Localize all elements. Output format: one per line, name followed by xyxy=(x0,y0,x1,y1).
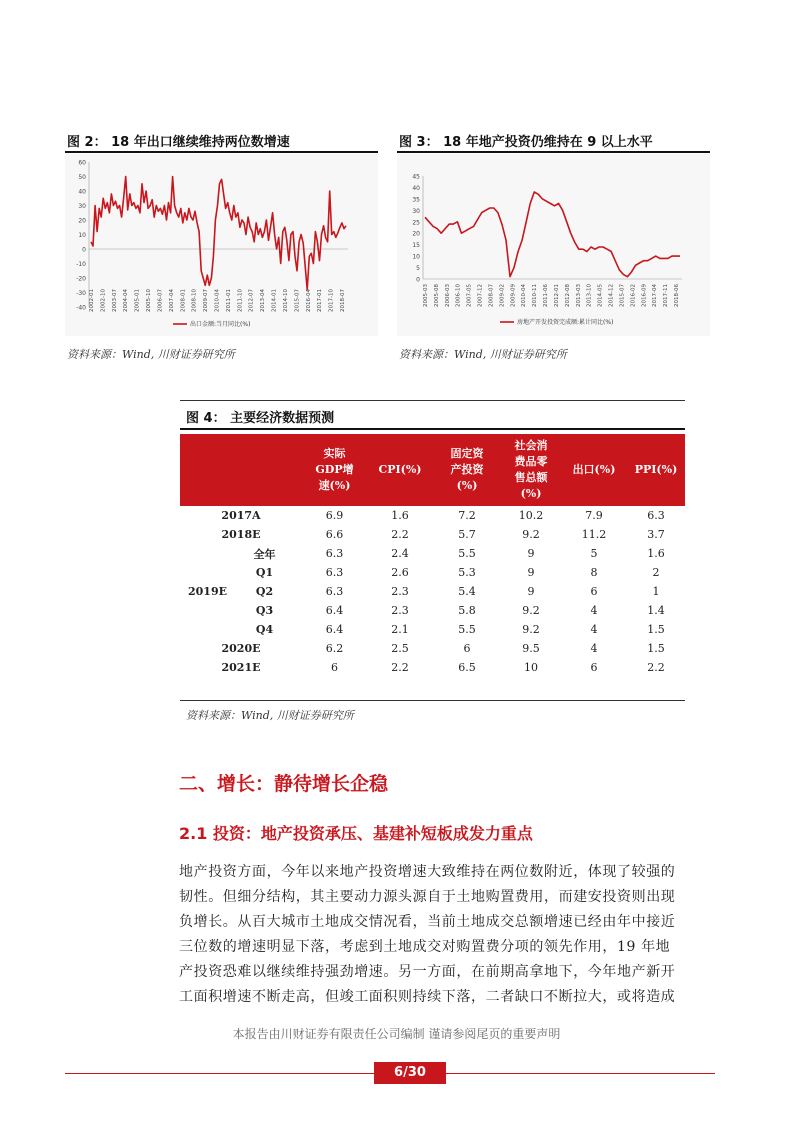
table-cell: 5.3 xyxy=(458,566,476,579)
x-tick-label: 2005-08 xyxy=(433,284,440,307)
x-tick-label: 2009-07 xyxy=(203,289,210,312)
table-cell: 11.2 xyxy=(581,528,607,541)
table-cell: 2.1 xyxy=(391,623,409,636)
body-paragraph xyxy=(179,860,719,1010)
economic-forecast-table xyxy=(180,434,685,677)
table-cell: 9.2 xyxy=(522,623,540,636)
table-cell: 6 xyxy=(331,661,338,674)
table-cell: 6.5 xyxy=(458,661,476,674)
paragraph-line: 三位数的增速明显下落，考虑到土地成交对购置费分项的领先作用，19 年地 xyxy=(179,939,671,955)
table-cell: 2.5 xyxy=(391,642,409,655)
table-cell: 5.5 xyxy=(458,623,476,636)
x-tick-label: 2010-11 xyxy=(532,284,539,307)
x-tick-label: 2010-04 xyxy=(521,284,528,307)
row-label: Q1 xyxy=(255,566,274,579)
y-tick-label: 10 xyxy=(78,232,86,239)
table-row xyxy=(180,525,685,544)
row-label: 2021E xyxy=(221,661,261,674)
table-cell: 5.4 xyxy=(458,585,476,598)
table-cell: 1.6 xyxy=(391,509,409,522)
row-label: Q4 xyxy=(255,623,274,636)
row-label: Q3 xyxy=(255,604,274,617)
table-cell: 6.2 xyxy=(325,642,344,655)
table-cell: 5.8 xyxy=(458,604,476,617)
y-tick-label: 30 xyxy=(78,203,86,210)
table-header-line: 产投资 xyxy=(450,463,484,476)
table-row xyxy=(180,563,685,582)
y-tick-label: 0 xyxy=(82,246,86,254)
x-tick-label: 2004-04 xyxy=(123,289,130,312)
table-cell: 6.4 xyxy=(325,604,344,617)
row-label: Q2 xyxy=(255,585,274,598)
table-cell: 8 xyxy=(590,566,598,579)
table-cell: 6.4 xyxy=(325,623,344,636)
table-cell: 9 xyxy=(527,547,535,560)
footer-disclaimer: 本报告由川财证券有限责任公司编制 谨请参阅尾页的重要声明 xyxy=(232,1027,561,1041)
table-cell: 6 xyxy=(463,642,471,655)
paragraph-line: 产投资恐难以继续维持强劲增速。另一方面，在前期高拿地下，今年地产新开 xyxy=(179,964,676,980)
x-tick-label: 2017-11 xyxy=(663,284,670,307)
figure3-svg xyxy=(397,154,710,336)
table-row xyxy=(180,544,685,563)
table-header-line: 固定资 xyxy=(450,447,484,460)
x-tick-label: 2018-06 xyxy=(674,284,680,307)
y-tick-label: 30 xyxy=(412,207,420,215)
x-tick-label: 2013-03 xyxy=(575,284,582,307)
y-tick-label: 50 xyxy=(78,174,86,181)
figure2-title: 图 2： 18 年出口继续维持两位数增速 xyxy=(67,135,290,150)
x-tick-label: 2017-04 xyxy=(652,284,659,307)
table-header-line: CPI(%) xyxy=(378,463,422,476)
x-tick-label: 2011-01 xyxy=(225,289,232,312)
x-tick-label: 2008-01 xyxy=(180,289,187,312)
y-tick-label: 45 xyxy=(412,173,420,181)
table-cell: 2.3 xyxy=(391,585,409,598)
row-label: 全年 xyxy=(253,547,276,561)
table-row xyxy=(180,582,685,601)
table-cell: 2 xyxy=(652,566,660,579)
table-cell: 2.6 xyxy=(391,566,409,579)
figure2-source: 资料来源：Wind, 川财证券研究所 xyxy=(67,348,235,361)
series-line xyxy=(425,192,680,277)
x-tick-label: 2002-10 xyxy=(100,289,107,312)
x-tick-label: 2011-06 xyxy=(543,284,550,307)
x-tick-label: 2007-12 xyxy=(477,284,484,307)
page-number: 6/30 xyxy=(374,1062,446,1084)
x-tick-label: 2015-07 xyxy=(619,284,626,307)
table-cell: 4 xyxy=(590,642,598,655)
table-header-cell xyxy=(501,434,561,506)
x-tick-label: 2005-10 xyxy=(146,289,153,312)
table-cell: 2.2 xyxy=(391,528,409,541)
y-tick-label: 25 xyxy=(412,219,420,227)
table-header-cell xyxy=(302,434,367,506)
x-tick-label: 2016-02 xyxy=(630,284,637,307)
table-cell: 2.2 xyxy=(647,661,665,674)
figure2-chart xyxy=(65,154,378,336)
legend xyxy=(500,318,613,326)
table-cell: 6 xyxy=(590,585,598,598)
figure4-rule xyxy=(180,428,685,430)
table-cell: 9.5 xyxy=(522,642,540,655)
x-tick-label: 2014-10 xyxy=(282,289,289,312)
subsection-heading: 2.1 投资：地产投资承压、基建补短板成发力重点 xyxy=(179,824,533,843)
table-cell: 1 xyxy=(652,585,660,598)
table-header-line: 实际 xyxy=(323,447,346,460)
table-header-line: (%) xyxy=(520,487,542,500)
table-cell: 3.7 xyxy=(647,528,665,541)
table-header-line: GDP增 xyxy=(315,463,354,476)
paragraph-line: 韧性。但细分结构，其主要动力源头源自于土地购置费用，而建安投资则出现 xyxy=(179,889,676,905)
x-tick-label: 2013-04 xyxy=(260,289,267,312)
x-tick-label: 2012-01 xyxy=(553,284,560,307)
table-cell: 7.2 xyxy=(458,509,476,522)
table-header-cell xyxy=(367,434,433,506)
figure4-source: 资料来源：Wind, 川财证券研究所 xyxy=(186,709,354,722)
x-tick-label: 2016-04 xyxy=(305,289,312,312)
paragraph-line: 负增长。从百大城市土地成交情况看，当前土地成交总额增速已经由年中接近 xyxy=(179,914,676,930)
y-tick-label: 5 xyxy=(416,265,420,273)
figure3-chart xyxy=(397,154,710,336)
x-tick-label: 2010-04 xyxy=(214,289,221,312)
table-header-cell xyxy=(627,434,685,506)
y-tick-label: 35 xyxy=(412,196,420,204)
legend-label: 出口金额:当月同比(%) xyxy=(190,321,251,328)
figure4-table-wrap xyxy=(180,434,685,677)
table-cell: 1.6 xyxy=(647,547,665,560)
table-cell: 2.2 xyxy=(391,661,409,674)
table-header-corner xyxy=(180,434,302,506)
table-header-line: 出口(%) xyxy=(572,463,616,476)
table-header-line: 速(%) xyxy=(318,479,351,492)
x-tick-label: 2007-04 xyxy=(168,289,175,312)
x-tick-label: 2014-01 xyxy=(271,289,278,312)
table-cell: 7.9 xyxy=(585,509,603,522)
x-tick-label: 2012-08 xyxy=(564,284,571,307)
y-tick-label: 10 xyxy=(412,253,420,261)
table-cell: 4 xyxy=(590,623,598,636)
table-row xyxy=(180,639,685,658)
x-tick-label: 2006-10 xyxy=(455,284,462,307)
figure3-rule xyxy=(397,151,710,153)
table-row xyxy=(180,658,685,677)
x-tick-label: 2014-05 xyxy=(597,284,604,307)
legend xyxy=(173,320,250,328)
table-cell: 2.4 xyxy=(391,547,409,560)
table-cell: 9.2 xyxy=(522,528,540,541)
table-row xyxy=(180,601,685,620)
legend-label: 房地产开发投资完成额:累计同比(%) xyxy=(517,319,614,326)
x-tick-label: 2013-10 xyxy=(586,284,593,307)
x-tick-label: 2002-01 xyxy=(89,289,95,312)
x-tick-label: 2007-05 xyxy=(466,284,473,307)
table-cell: 5 xyxy=(590,547,598,560)
table-cell: 1.5 xyxy=(647,623,665,636)
section-heading: 二、增长：静待增长企稳 xyxy=(179,773,389,795)
paragraph-line: 地产投资方面，今年以来地产投资增速大致维持在两位数附近，体现了较强的 xyxy=(179,864,676,880)
row-label: 2017A xyxy=(221,509,261,522)
table-cell: 2.3 xyxy=(391,604,409,617)
table-header-line: 社会消 xyxy=(514,439,548,452)
paragraph-line: 工面积增速不断走高，但竣工面积则持续下落，二者缺口不断拉大，或将造成 xyxy=(179,989,676,1005)
figure4-top-rule xyxy=(180,400,685,401)
table-header-line: 售总额 xyxy=(514,471,548,484)
x-tick-label: 2008-07 xyxy=(488,284,495,307)
table-cell: 10 xyxy=(524,661,538,674)
table-cell: 6.3 xyxy=(647,509,665,522)
table-cell: 5.5 xyxy=(458,547,476,560)
y-tick-label: 0 xyxy=(416,276,420,284)
table-cell: 1.4 xyxy=(647,604,665,617)
x-tick-label: 2006-03 xyxy=(444,284,451,307)
row-label: 2020E xyxy=(221,642,261,655)
x-tick-label: 2017-10 xyxy=(328,289,335,312)
table-cell: 6.9 xyxy=(325,509,344,522)
x-tick-label: 2015-07 xyxy=(294,289,301,312)
y-tick-label: 20 xyxy=(78,217,86,225)
figure2-rule xyxy=(65,151,378,153)
x-tick-label: 2005-01 xyxy=(134,289,141,312)
table-cell: 5.7 xyxy=(458,528,476,541)
y-tick-label: 15 xyxy=(412,242,420,250)
row-label: 2018E xyxy=(221,528,261,541)
table-header-cell xyxy=(433,434,501,506)
figure3-source: 资料来源：Wind, 川财证券研究所 xyxy=(399,348,567,361)
table-row xyxy=(180,620,685,639)
x-tick-label: 2011-10 xyxy=(237,289,244,312)
figure3-title: 图 3： 18 年地产投资仍维持在 9 以上水平 xyxy=(399,135,653,150)
table-header-line: 费品零 xyxy=(514,455,548,468)
y-tick-label: -30 xyxy=(76,290,86,297)
table-cell: 1.5 xyxy=(647,642,665,655)
x-tick-label: 2005-03 xyxy=(423,284,429,307)
x-tick-label: 2006-07 xyxy=(157,289,164,312)
figure4-bottom-rule xyxy=(180,700,685,701)
x-tick-label: 2003-07 xyxy=(111,289,118,312)
x-tick-label: 2014-12 xyxy=(608,284,615,307)
x-tick-label: 2008-10 xyxy=(191,289,198,312)
x-tick-label: 2012-07 xyxy=(248,289,255,312)
x-tick-label: 2009-09 xyxy=(510,284,517,307)
table-cell: 6.3 xyxy=(325,585,344,598)
group-label: 2019E xyxy=(188,585,227,598)
figure2-svg xyxy=(65,154,378,336)
figure4-title: 图 4： 主要经济数据预测 xyxy=(186,411,335,426)
table-cell: 6.6 xyxy=(325,528,344,541)
table-header-line: (%) xyxy=(456,479,478,492)
table-cell: 6 xyxy=(590,661,598,674)
x-tick-label: 2017-01 xyxy=(317,289,324,312)
y-tick-label: -40 xyxy=(76,304,86,312)
table-cell: 6.3 xyxy=(325,566,344,579)
series-line xyxy=(91,177,346,290)
table-header-line: PPI(%) xyxy=(634,463,678,476)
y-tick-label: 20 xyxy=(412,230,420,238)
table-cell: 6.3 xyxy=(325,547,344,560)
y-tick-label: 40 xyxy=(78,188,86,196)
table-cell: 9 xyxy=(527,585,535,598)
table-header-row xyxy=(180,434,685,506)
y-tick-label: -20 xyxy=(76,275,86,283)
table-cell: 9 xyxy=(527,566,535,579)
y-tick-label: 60 xyxy=(78,159,86,167)
table-cell: 10.2 xyxy=(518,509,544,522)
table-cell: 4 xyxy=(590,604,598,617)
y-tick-label: -10 xyxy=(76,261,86,268)
table-cell: 9.2 xyxy=(522,604,540,617)
y-tick-label: 40 xyxy=(412,184,420,192)
x-tick-label: 2016-09 xyxy=(641,284,648,307)
table-row xyxy=(180,506,685,525)
table-header-cell xyxy=(561,434,627,506)
x-tick-label: 2018-07 xyxy=(340,289,346,312)
x-tick-label: 2009-02 xyxy=(499,284,506,307)
